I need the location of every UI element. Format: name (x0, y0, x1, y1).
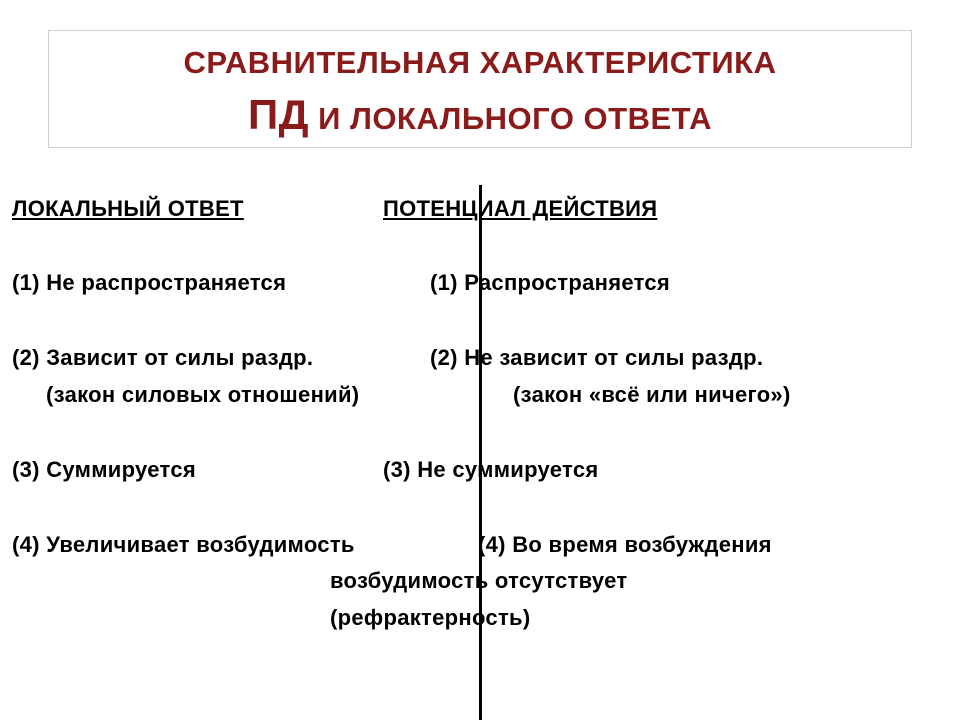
header-action-potential: ПОТЕНЦИАЛ ДЕЙСТВИЯ (383, 196, 658, 221)
row1-right: (1) Распространяется (430, 270, 671, 295)
row2-right: (2) Не зависит от силы раздр. (430, 345, 764, 370)
row2-right-note: (закон «всё или ничего») (513, 382, 791, 407)
header-local-response: ЛОКАЛЬНЫЙ ОТВЕТ (12, 196, 244, 221)
row2-left: (2) Зависит от силы раздр. (12, 345, 314, 370)
row1-left: (1) Не распространяется (12, 270, 287, 295)
title-abbrev-pd: ПД (247, 91, 310, 138)
title-line-1: СРАВНИТЕЛЬНАЯ ХАРАКТЕРИСТИКА (183, 45, 777, 80)
column-divider (479, 185, 482, 720)
row3-right: (3) Не суммируется (383, 457, 599, 482)
row3-left: (3) Суммируется (12, 457, 197, 482)
title-line-2-rest: И ЛОКАЛЬНОГО ОТВЕТА (309, 101, 713, 136)
row2-left-note: (закон силовых отношений) (46, 382, 360, 407)
title-box (48, 30, 912, 148)
row4-right: (4) Во время возбуждения (478, 532, 772, 557)
row4-right-cont-1: возбудимость отсутствует (330, 568, 628, 593)
row4-right-cont-2: (рефрактерность) (330, 605, 531, 630)
title-line-2 (49, 91, 911, 139)
row4-left: (4) Увеличивает возбудимость (12, 532, 355, 557)
